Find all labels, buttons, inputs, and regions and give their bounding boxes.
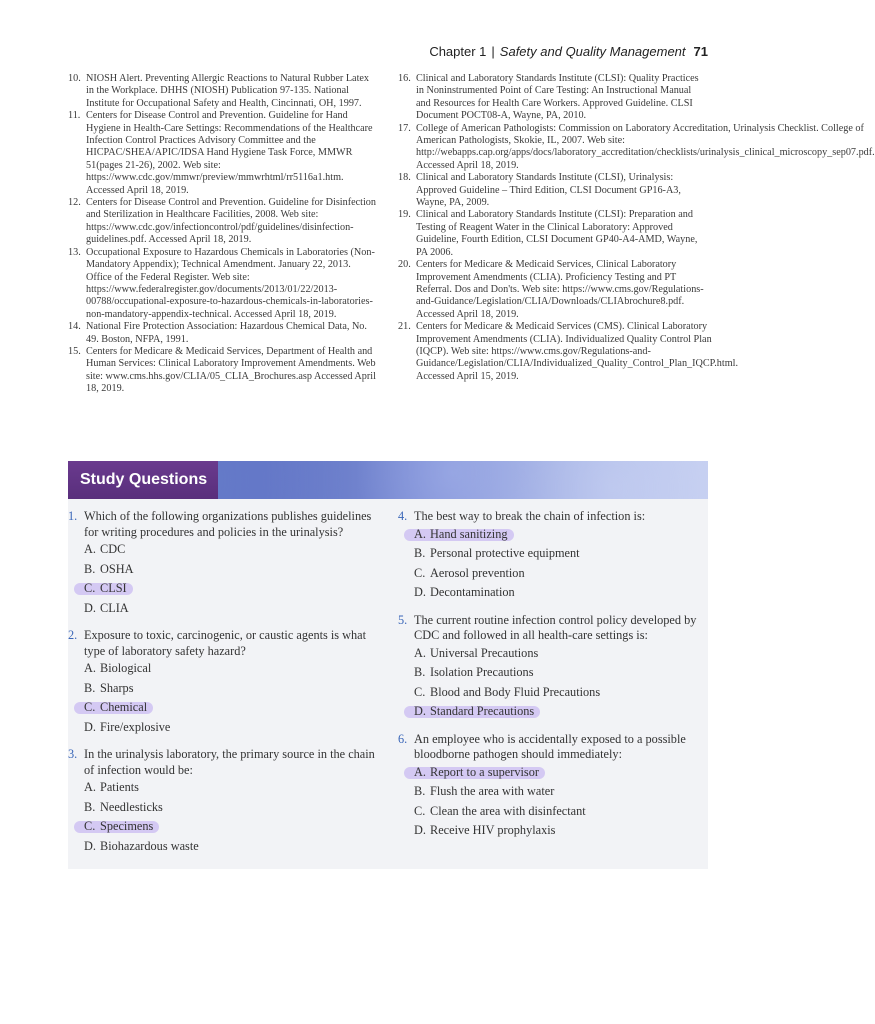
option-letter: D. <box>414 704 426 718</box>
option-letter: A. <box>84 542 96 556</box>
question-number: 4. <box>398 509 408 523</box>
reference-number: 19. <box>398 209 411 221</box>
answer-option <box>84 679 378 699</box>
option-letter: D. <box>84 838 96 853</box>
question-stem <box>68 628 378 659</box>
running-header <box>429 44 708 59</box>
option-letter: C. <box>84 819 96 833</box>
reference-number: 12. <box>68 197 81 209</box>
reference-number: 13. <box>68 246 81 258</box>
page-number: 71 <box>693 44 708 59</box>
option-letter: B. <box>414 546 426 560</box>
question-text: Which of the following organizations publishes guidelines for writing procedures and policies in the urinalysis? <box>84 509 372 539</box>
option-text: Decontamination <box>430 585 515 599</box>
answer-option <box>84 560 378 580</box>
option-letter: B. <box>84 680 96 695</box>
question-text: In the urinalysis laboratory, the primary source in the chain of infection would be: <box>84 747 375 777</box>
answer-option <box>84 798 378 818</box>
chapter-label: Chapter 1 <box>429 44 487 59</box>
reference-item <box>68 247 378 321</box>
answer-option <box>84 718 378 738</box>
reference-text: National Fire Protection Association: Hazardous Chemical Data, No. 49. Boston, NFPA, 1991. <box>86 321 367 345</box>
reference-text: Centers for Medicare & Medicaid Services, Clinical Laboratory Improvement Amendments (CLIA). Proficiency Testing and PT Referral. Dos and Don'ts. Web site: https://www.cms.gov/Regulations-and-Guidance/Legislation/CLIA/Downloads/CLIAbrochure8.pdf. Accessed April 18, 2019. <box>416 259 704 320</box>
reference-text: Centers for Medicare & Medicaid Services (CMS). Clinical Laboratory Improvement Amendments (CLIA). Individualized Quality Control Plan (IQCP). Web site: https://www.cms.gov/Regulations-and-Guidance/Legislation/CLIA/Individualized_Quality_Control_Plan_IQCP.html. Accessed April 15, 2019. <box>416 321 738 382</box>
option-letter: B. <box>84 799 96 814</box>
option-text: Isolation Precautions <box>430 665 534 679</box>
study-questions-title: Study Questions <box>68 461 218 499</box>
answer-option <box>414 564 708 584</box>
answer-option <box>84 837 378 857</box>
reference-item <box>398 321 738 383</box>
question-number: 5. <box>398 612 408 627</box>
option-letter: C. <box>414 803 426 818</box>
option-text: Personal protective equipment <box>430 546 580 560</box>
option-text: Report to a supervisor <box>430 764 539 779</box>
answer-option <box>84 540 378 560</box>
option-text: Aerosol prevention <box>430 565 525 580</box>
questions-right-column <box>398 509 708 851</box>
option-text: CDC <box>100 542 126 556</box>
reference-item <box>68 321 378 346</box>
reference-text: Centers for Medicare & Medicaid Services, Department of Health and Human Services: Clinical Laboratory Improvement Amendments. Web site: www.cms.hhs.gov/CLIA/05_CLIA_Brochures.asp Accessed April 18, 2019. <box>86 345 376 395</box>
question-stem <box>398 732 708 763</box>
question-text: Exposure to toxic, carcinogenic, or caustic agents is what type of laboratory safety hazard? <box>84 628 367 658</box>
option-text: Chemical <box>100 700 148 714</box>
option-text: Blood and Body Fluid Precautions <box>430 684 601 699</box>
answer-option-highlighted <box>414 702 708 722</box>
reference-text: Occupational Exposure to Hazardous Chemicals in Laboratories (Non-Mandatory Appendix); Technical Amendment. January 22, 2013. Office of the Federal Register. Web site: https://www.federalregister.gov/documents/2013/01/22/2013-00788/occupational-exposure-to-hazardous-chemicals-in-laboratories-non-mandatory-appendix-technical. Accessed April 18, 2019. <box>86 246 375 320</box>
reference-item <box>68 110 378 197</box>
reference-number: 14. <box>68 321 81 333</box>
option-letter: D. <box>414 585 426 599</box>
option-text: Needlesticks <box>100 799 163 814</box>
question-number: 3. <box>68 747 78 761</box>
reference-text: Clinical and Laboratory Standards Institute (CLSI), Urinalysis: Approved Guideline – Third Edition, CLSI Document GP16-A3, Wayne, PA, 2009. <box>416 172 681 209</box>
answer-option <box>414 782 708 802</box>
reference-text: Centers for Disease Control and Prevention. Guideline for Hand Hygiene in Health-Care Settings: Recommendations of the Healthcare Infection Control Practices Advisory Committee and the HICPAC/SHEA/APIC/IDSA Hand Hygiene Task Force, MMWR 51(pages 21-26), 2002. Web site: https://www.cdc.gov/mmwr/preview/mmwrhtml/rr5116a1.htm. Accessed April 18, 2019. <box>86 110 373 196</box>
answer-option <box>414 644 708 664</box>
reference-number: 20. <box>398 259 411 271</box>
question-number: 1. <box>68 509 78 523</box>
reference-number: 18. <box>398 172 411 184</box>
answer-option <box>414 544 708 564</box>
option-text: Universal Precautions <box>430 645 539 660</box>
option-text: Biological <box>100 661 152 675</box>
reference-item <box>398 209 706 259</box>
reference-number: 15. <box>68 345 81 357</box>
option-letter: C. <box>414 565 426 580</box>
question-stem <box>68 747 378 778</box>
answer-option-highlighted <box>414 525 708 545</box>
reference-item <box>398 122 875 173</box>
study-question <box>398 509 708 603</box>
study-questions-banner <box>68 461 708 499</box>
answer-option <box>414 683 708 703</box>
reference-number: 11. <box>68 110 81 122</box>
option-text: Clean the area with disinfectant <box>430 803 586 818</box>
option-text: CLSI <box>100 581 127 595</box>
option-text: Biohazardous waste <box>100 838 199 853</box>
question-number: 2. <box>68 628 78 642</box>
answer-option <box>414 663 708 683</box>
option-letter: C. <box>84 700 96 714</box>
chapter-title: Safety and Quality Management <box>499 44 686 59</box>
reference-item <box>68 73 378 110</box>
reference-number: 17. <box>398 122 411 134</box>
reference-text: College of American Pathologists: Commission on Laboratory Accreditation, Urinalysis Checklist. College of American Pathologists, Skokie, IL, 2007. Web site: http://webapps.cap.org/apps/docs/laboratory_accreditation/checklists/urinalysis_clinical_microscopy_sep07.pdf. Accessed April 18, 2019. <box>416 122 875 171</box>
study-question <box>398 732 708 841</box>
option-text: Specimens <box>100 819 154 833</box>
option-text: Standard Precautions <box>430 704 535 718</box>
question-stem <box>68 509 378 540</box>
answer-option <box>414 802 708 822</box>
questions-left-column <box>68 509 378 866</box>
answer-option-highlighted <box>84 579 378 599</box>
answer-option <box>414 583 708 603</box>
study-question <box>68 747 378 856</box>
option-letter: B. <box>414 784 426 798</box>
study-question <box>68 628 378 737</box>
answer-option <box>84 599 378 619</box>
answer-option <box>414 821 708 841</box>
option-letter: A. <box>84 780 96 794</box>
reference-text: Centers for Disease Control and Prevention. Guideline for Disinfection and Sterilization in Healthcare Facilities, 2008. Web site: https://www.cdc.gov/infectioncontrol/pdf/guidelines/disinfection-guidelines.pdf. Accessed April 18, 2019. <box>86 197 376 246</box>
reference-text: Clinical and Laboratory Standards Institute (CLSI): Quality Practices in Noninstrumented Point of Care Testing: An Instructional Manual and Resources for Health Care Workers. Approved Guideline. CLSI Document POCT08-A, Wayne, PA, 2010. <box>416 73 699 122</box>
option-letter: C. <box>84 581 96 595</box>
option-letter: A. <box>414 526 426 541</box>
question-stem <box>398 613 708 644</box>
reference-item <box>398 73 706 123</box>
question-text: The best way to break the chain of infection is: <box>414 509 646 523</box>
answer-option <box>84 659 378 679</box>
answer-option-highlighted <box>414 763 708 783</box>
reference-text: Clinical and Laboratory Standards Institute (CLSI): Preparation and Testing of Reagent Water in the Clinical Laboratory: Approved Guideline, Fourth Edition, CLSI Document GP40-A4-AMD, Wayne, PA 2006. <box>416 209 698 258</box>
answer-option <box>84 778 378 798</box>
option-text: Flush the area with water <box>430 784 555 798</box>
study-question <box>68 509 378 618</box>
option-letter: D. <box>84 600 96 615</box>
answer-option-highlighted <box>84 817 378 837</box>
option-text: Sharps <box>100 680 134 695</box>
reference-number: 10. <box>68 73 81 84</box>
references-left-column <box>68 73 378 396</box>
references-right-column <box>398 73 875 383</box>
reference-number: 21. <box>398 321 411 333</box>
reference-item <box>398 172 706 209</box>
option-letter: A. <box>414 764 426 779</box>
option-letter: D. <box>414 823 426 837</box>
option-text: CLIA <box>100 600 129 615</box>
option-text: Patients <box>100 780 139 794</box>
option-text: Hand sanitizing <box>430 526 508 541</box>
reference-number: 16. <box>398 73 411 84</box>
option-text: Fire/explosive <box>100 719 171 734</box>
reference-item <box>68 346 378 396</box>
header-separator: | <box>491 44 495 59</box>
option-letter: A. <box>414 645 426 660</box>
option-letter: B. <box>414 665 426 679</box>
question-text: The current routine infection control policy developed by CDC and followed in all health-care settings is: <box>414 612 697 642</box>
question-stem <box>398 509 708 525</box>
option-letter: D. <box>84 719 96 734</box>
study-question <box>398 613 708 722</box>
reference-item <box>68 197 378 247</box>
answer-option-highlighted <box>84 698 378 718</box>
option-text: OSHA <box>100 561 134 576</box>
option-letter: C. <box>414 684 426 699</box>
option-letter: B. <box>84 561 96 576</box>
option-text: Receive HIV prophylaxis <box>430 823 556 837</box>
reference-item <box>398 259 706 321</box>
reference-text: NIOSH Alert. Preventing Allergic Reactions to Natural Rubber Latex in the Workplace. DHHS (NIOSH) Publication 97-135. National Institute for Occupational Safety and Health, Cincinnati, OH, 1997. <box>86 73 370 109</box>
option-letter: A. <box>84 661 96 675</box>
question-number: 6. <box>398 731 408 746</box>
question-text: An employee who is accidentally exposed to a possible bloodborne pathogen should immediately: <box>414 731 686 761</box>
